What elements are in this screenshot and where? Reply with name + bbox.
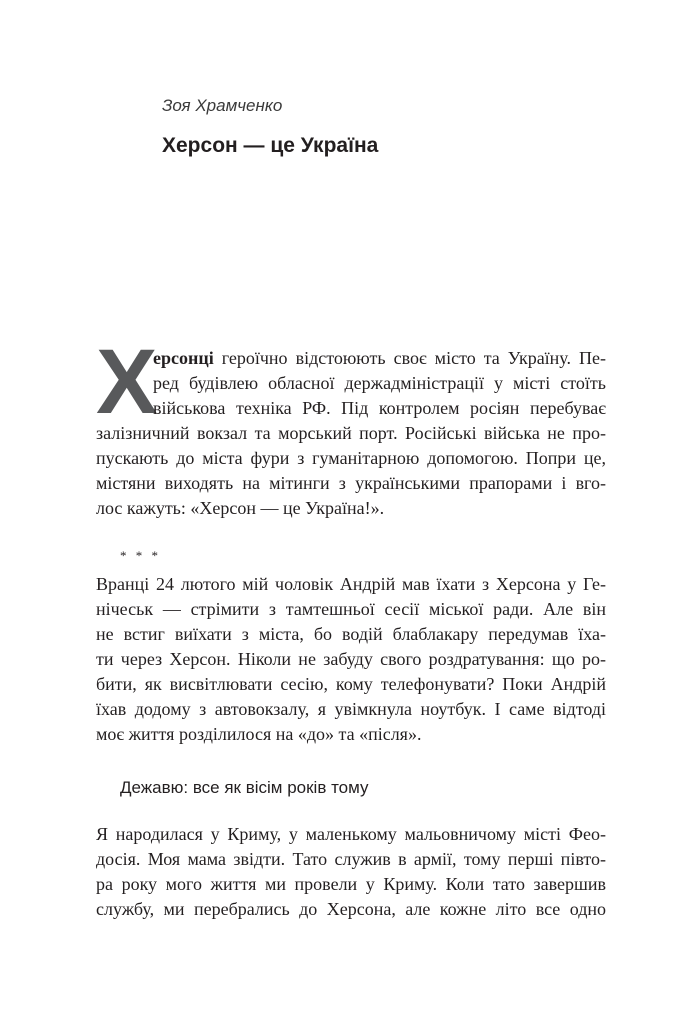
text-line: Я народилася у Криму, у маленькому мальовничому місті Фео- — [96, 824, 606, 844]
text-line: не встиг виїхати з міста, бо водій блаблакару передумав їха- — [96, 624, 606, 644]
text-line: лос кажуть: «Херсон — це Україна!». — [96, 498, 385, 518]
text-line: ти через Херсон. Ніколи не забуду свого роздратування: що ро- — [96, 649, 606, 669]
author-name: Зоя Храмченко — [162, 96, 283, 115]
drop-cap: Х — [96, 331, 158, 433]
body-paragraph-3 — [96, 822, 606, 922]
text-line: Вранці 24 лютого мій чоловік Андрій мав їхати з Херсона у Ге- — [96, 574, 606, 594]
body-paragraph-2 — [96, 572, 606, 747]
text-fragment: героїчно відстоюють своє місто та Україну. Пе- — [213, 348, 606, 368]
intro-paragraph — [96, 346, 606, 521]
text-line: містяни виходять на мітинги з українськими прапорами і вго- — [96, 473, 606, 493]
section-subheading: Дежавю: все як вісім років тому — [120, 778, 369, 797]
chapter-title: Херсон — це Україна — [162, 134, 379, 157]
text-line: досія. Моя мама звідти. Тато служив в армії, тому перші півто- — [96, 849, 606, 869]
text-line: службу, ми перебрались до Херсона, але кожне літо все одно — [96, 899, 606, 919]
text-line: моє життя розділилося на «до» та «після». — [96, 724, 422, 744]
text-line: ред будівлею обласної держадміністрації у місті стоїть — [153, 373, 606, 393]
section-separator: * * * — [120, 548, 161, 563]
lead-word: ерсонці — [153, 348, 214, 368]
text-line: їхав додому з автовокзалу, я увімкнула ноутбук. І саме відтоді — [96, 699, 606, 719]
text-line: бити, як висвітлювати сесію, кому телефонувати? Поки Андрій — [96, 674, 606, 694]
text-line — [96, 346, 606, 371]
text-line: військова техніка РФ. Під контролем росіян перебуває — [153, 398, 606, 418]
text-line: залізничний вокзал та морський порт. Російські війська не про- — [96, 423, 606, 443]
text-line: пускають до міста фури з гуманітарною допомогою. Попри це, — [96, 448, 606, 468]
text-line: нічеськ — стрімити з тамтешньої сесії міської ради. Але він — [96, 599, 606, 619]
text-line: ра року мого життя ми провели у Криму. Коли тато завершив — [96, 874, 606, 894]
